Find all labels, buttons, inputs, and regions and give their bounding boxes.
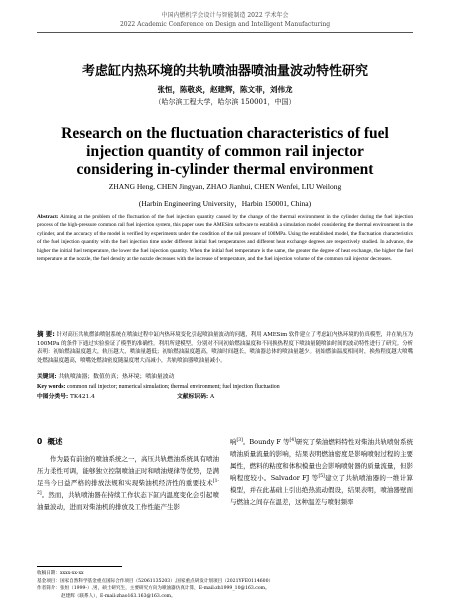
- keywords-cn-text: 共轨喷油器；数值仿真；热环境；喷油量波动: [58, 374, 175, 380]
- abstract-en-text: Aiming at the problem of the fluctuation of the fuel injection quantity caused by the change of the thermal environment in the cylinder during the fuel injection process of the high-pressure common rail fuel injection system, this paper uses the AMESim software to establish a simulation model considering the thermal environment in the cylinder, and the accuracy of the model is verified by experiments under the condition of the rail pressure of 100MPa. Using the established model, the fluctuation characteristics of the fuel injection quantity with the fuel injection time under different initial fuel temperatures and different heat exchange degrees are respectively studied. In advance, the higher the initial fuel temperature, the lower the fuel injection quantity. When the initial fuel temperature is the same, the greater the degree of heat exchange, the higher the fuel temperature at the nozzle, the fuel density at the nozzle decreases with the increase of temperature, and the fuel injection volume of the common rail injector decreases.: [37, 214, 413, 263]
- authors-cn: 张恒，陈敬炎，赵建辉，陈文菲，刘伟龙: [157, 85, 293, 94]
- doc-code-value: A: [209, 394, 215, 400]
- keywords-cn: [37, 373, 413, 381]
- keywords-en-label: Key words:: [37, 384, 66, 390]
- body-column-left: [37, 436, 219, 513]
- citation: [1-2]: [37, 478, 219, 496]
- section-number: 0: [37, 437, 43, 446]
- abstract-cn-text: 针对高压共轨燃油喷射系统在喷油过程中缸内热环境变化引起喷油量波动的问题，利用 AMESim 软件建立了考虑缸内热环境的仿真模型，并在轨压为 100MPa 的条件下通过实验验证了模型的准确性。利用所建模型，分别对不同初始燃油温度和不同换热程度下喷油量随喷油时间的波动特性进行了研究。分析表明：初始燃油温度越大，轨压越大，喷油量越低；初始燃油温度越高，喷油时间越长，喷油器总体的喷油量越少。初始燃油温度相同时，换热程度越大喷嘴处燃油温度越高，喷嘴处燃油密度随温度增大而减小，共轨喷油器喷油量减小。: [37, 332, 413, 364]
- footnote-received: 收稿日期：xxxx-xx-xx: [37, 571, 84, 576]
- body-right-mid2: 研究了柴油燃料特性对柴油共轨喷射系统喷油质量流量的影响，结果表明燃油密度是影响喷射过程的主要属性，燃料的粘度和体积模量也会影响喷射器的质量流量，但影响程度较小。Salvador FJ 等: [230, 438, 414, 482]
- abstract-cn: [37, 330, 413, 365]
- abstract-en: [37, 213, 413, 263]
- body-right-mid1: 。Boundy F 等: [242, 438, 290, 446]
- body-left-p1-tail: 。然而，共轨喷油器在持续工作状态下缸内温度变化会引起喷油量波动，进而对柴油机的排放及工作性能产生影: [37, 491, 219, 511]
- footnotes: [37, 570, 413, 600]
- conference-name-en: 2022 Academic Conference on Design and Intelligent Manufacturing: [119, 21, 331, 28]
- citation: [4]: [289, 437, 296, 443]
- conference-name-cn: 中国内燃机学会设计与智能制造 2022 学术年会: [161, 12, 289, 19]
- abstract-cn-label: 摘 要:: [37, 330, 55, 338]
- title-cn: 考虑缸内热环境的共轨喷油器喷油量波动特性研究: [81, 64, 368, 79]
- keywords-cn-label: 关键词:: [37, 374, 57, 380]
- authors-en: ZHANG Heng, CHEN Jingyan, ZHAO Jianhui, CHEN Wenfei, LIU Weilong: [108, 182, 342, 191]
- title-en: Research on the fluctuation characteristics of fuel injection quantity of common rail injector considering in-cylinder thermal environment: [61, 125, 389, 178]
- affiliation-cn: （哈尔滨工程大学，哈尔滨 150001，中国）: [154, 98, 296, 106]
- section-title: 概述: [47, 437, 63, 446]
- footnote-rule: [37, 566, 122, 567]
- section-heading: [37, 436, 219, 447]
- abstract-en-label: Abstract:: [37, 214, 59, 220]
- classification-line: [37, 393, 413, 401]
- affiliation-en: (Harbin Engineering University，Harbin 150001, China): [138, 199, 312, 208]
- body-paragraph-left: [37, 453, 219, 513]
- keywords-en: [37, 383, 413, 391]
- citation: [5]: [318, 473, 325, 479]
- footnote-contact: 赵建辉（联系人），E-mail:zhao163.163@163.com。: [61, 593, 176, 599]
- doc-code-label: 文献标识码:: [177, 394, 209, 400]
- citation: [3]: [236, 437, 243, 443]
- body-left-p1: 作为最有前途的喷油系统之一，高压共轨燃油系统具有喷油压力柔性可调，能够独立控制喷油正时和喷油规律等优势，是满足当今日益严格的排放法规和实现柴油机经济性的重要技术: [37, 455, 219, 487]
- footnote-funding: 基金项目：国家自然科学基金重点国际合作项目（52061135203）,国家重点研发计划项目（2021YFE0114600）: [37, 578, 274, 584]
- footnote-author: 作者简介：张恒（1999-）,男，硕士研究生，主要研究方向为喷油器仿真计算，E-mail:zh1999_10@163.com。: [37, 586, 270, 592]
- keywords-en-text: common rail injector; numerical simulation; thermal environment; fuel injection fluctuation: [66, 384, 280, 390]
- clc-label: 中图分类号:: [37, 394, 69, 400]
- body-paragraph-right: [230, 436, 413, 508]
- body-right-start: 响: [230, 438, 237, 446]
- body-right-end: 建立了共轨喷油器的一维计算模型，并在此基础上引出绝热流动假设，结果表明，喷油器壁面与燃油之间存在温差，这种温差与喷射频率: [230, 474, 413, 506]
- header-rule: [37, 32, 413, 33]
- clc-value: TK421.4: [69, 394, 95, 400]
- body-column-right: [230, 436, 413, 508]
